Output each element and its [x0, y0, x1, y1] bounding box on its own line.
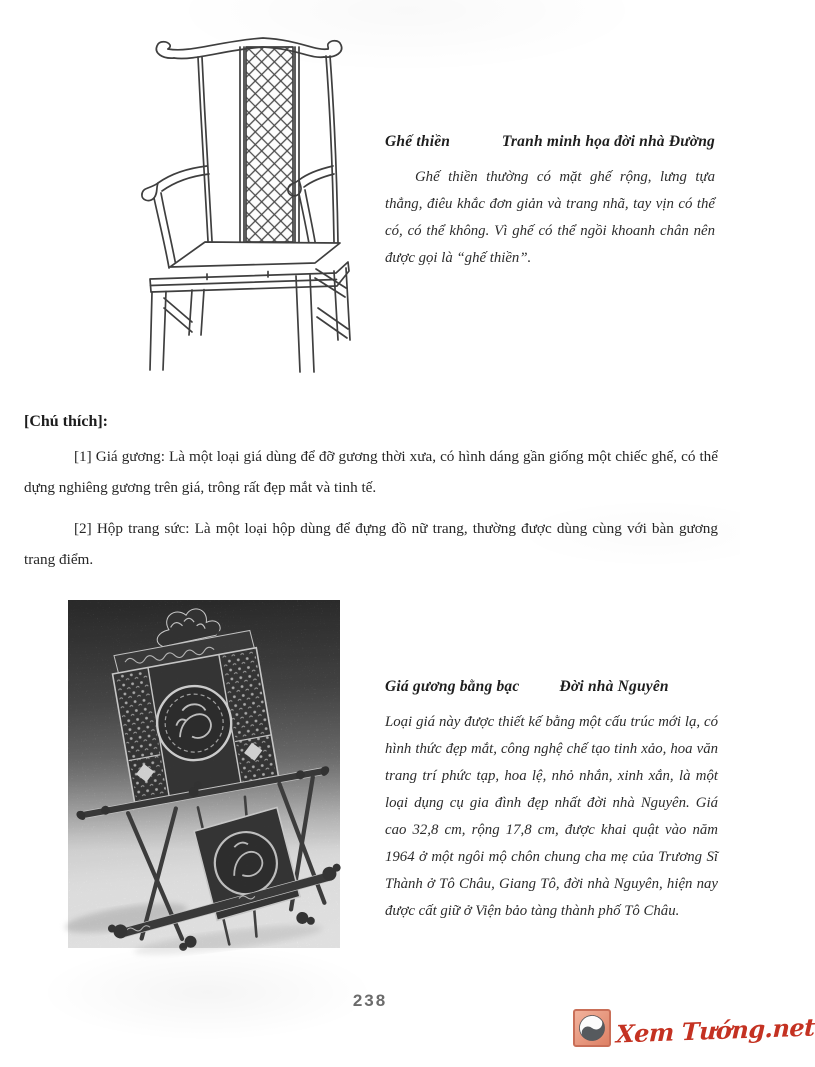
figure1-caption-title: Ghế thiền [385, 133, 451, 150]
front-right-leg [296, 275, 314, 372]
watermark-link[interactable] [573, 1009, 815, 1052]
front-left-leg [150, 292, 166, 371]
figure1-caption-source: Tranh minh họa đời nhà Đường [501, 133, 715, 150]
yin-yang-icon [573, 1009, 611, 1052]
figure2-caption-source: Đời nhà Nguyên [559, 678, 669, 695]
chair-illustration [128, 30, 373, 375]
figure1-description: Ghế thiền thường có mặt ghế rộng, lưng tựa thẳng, điêu khắc đơn giản và trang nhã, tay vịn có thể có, có thể không. Vì ghế có thể ngồi khoanh chân nên được gọi là “ghế thiền”. [385, 169, 715, 266]
note-item-2: [2] Hộp trang sức: Là một loại hộp dùng để đựng đồ nữ trang, thường được dùng cùng với bàn gương trang điểm. [24, 520, 718, 568]
note-item-1: [1] Giá gương: Là một loại giá dùng để đỡ gương thời xưa, có hình dáng gần giống một chiếc ghế, có thể dựng nghiêng gương trên giá, trông rất đẹp mắt và tinh tế. [24, 448, 718, 496]
mirror-stand-photo [68, 600, 340, 948]
lattice-back-panel [246, 47, 293, 242]
figure2-caption-title: Giá gương bằng bạc [385, 678, 520, 695]
figure2-description: Loại giá này được thiết kế bằng một cấu trúc mới lạ, có hình thức đẹp mắt, công nghệ chế tạo tinh xảo, hoa văn trang trí phức tạp, hoa lệ, nhỏ nhắn, xinh xắn, là một loại dụng cụ gia đình đẹp nhất đời nhà Nguyên. Giá cao 32,8 cm, rộng 17,8 cm, được khai quật vào năm 1964 ở một ngôi mộ chôn chung cha mẹ của Trương Sĩ Thành ở Tô Châu, Giang Tô, đời nhà Nguyên, hiện nay được cất giữ ở Viện bảo tàng thành phố Tô Châu. [385, 714, 718, 919]
figure2-caption [385, 678, 718, 696]
left-armrest [142, 166, 207, 194]
seat [170, 242, 340, 267]
figure2-text-block [385, 678, 718, 925]
notes-heading: [Chú thích]: [24, 413, 109, 430]
watermark-site-name: Xem Tướng.net [615, 1012, 815, 1049]
figure1-caption [385, 133, 715, 151]
meditation-chair-drawing [128, 30, 373, 375]
page-number: 238 [352, 991, 388, 1010]
notes-section [24, 413, 718, 575]
figure1-text-block [385, 133, 715, 272]
silver-mirror-stand-image [68, 600, 340, 948]
